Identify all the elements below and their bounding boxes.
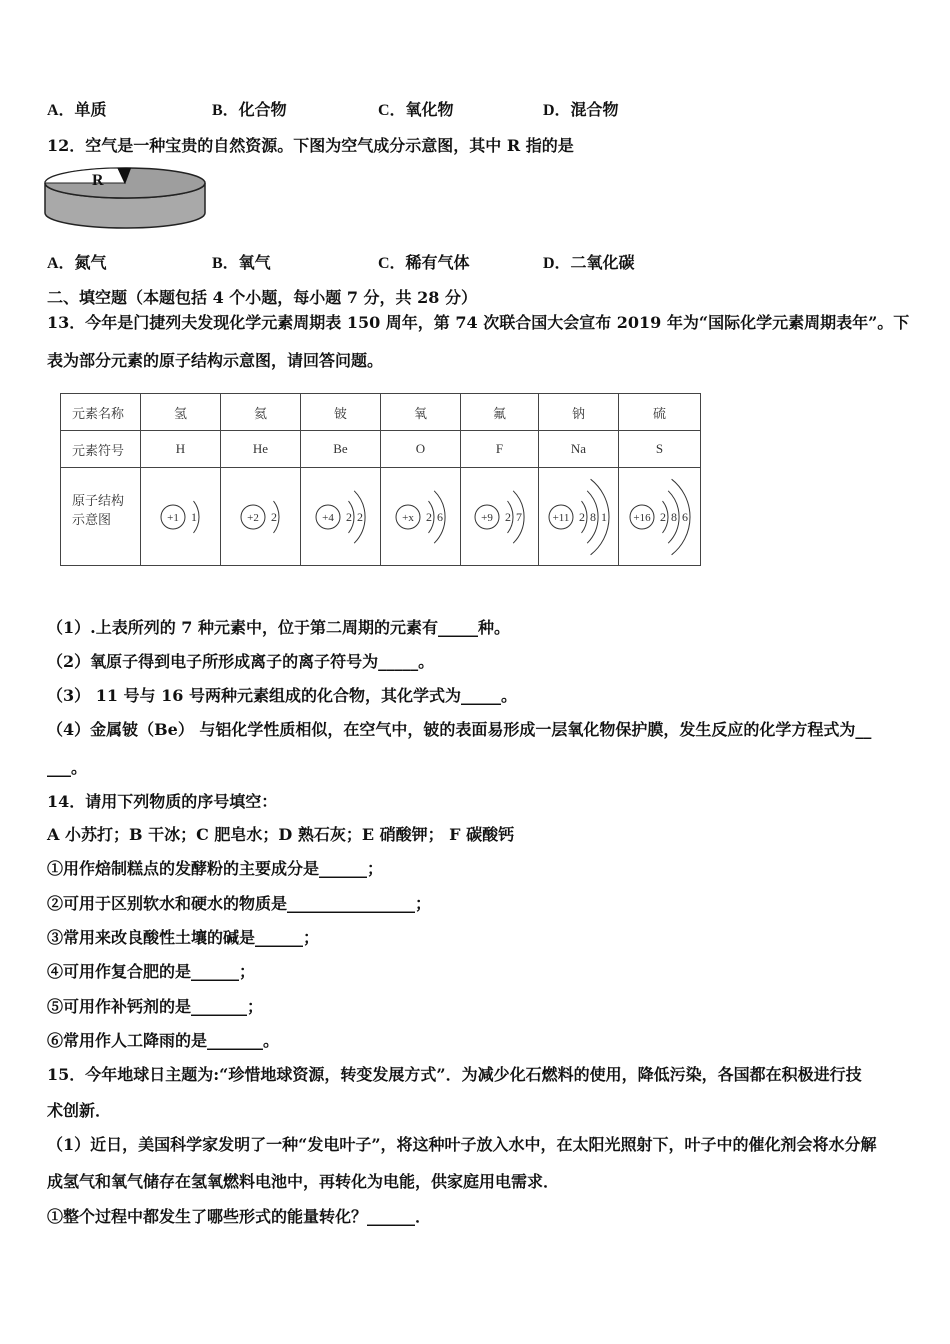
atom-diagram-cell [461,468,539,566]
element-structure-table [60,393,701,566]
q15-sub-1-line-1: （1）近日，美国科学家发明了一种“发电叶子”，将这种叶子放入水中，在太阳光照射下，叶子中的催化剂会将水分解 [47,1135,877,1154]
atom-diagram-cell [619,468,701,566]
element-name: 钠 [539,394,619,431]
q14-substance-list: A 小苏打；B 干冰；C 肥皂水；D 熟石灰；E 硝酸钾； F 碳酸钙 [47,825,515,844]
q15-sub-1-line-2: 成氢气和氧气储存在氢氧燃料电池中，再转化为电能，供家庭用电需求． [47,1172,560,1191]
table-row-symbols [61,431,701,468]
element-name: 氟 [461,394,539,431]
q13-sub-1: （1）.上表所列的 7 种元素中，位于第二周期的元素有_____种。 [47,618,510,637]
q13-stem-line-2: 表为部分元素的原子结构示意图，请回答问题。 [47,351,384,370]
electron-count: 7 [516,509,522,524]
table-row-diagrams [61,468,701,566]
electron-count: 2 [578,509,585,524]
q11-option-a: A．单质 [47,102,107,119]
atom-diagram-sodium [540,469,618,565]
q11-option-c: C．氧化物 [378,102,454,119]
q12-stem: 12．空气是一种宝贵的自然资源。下图为空气成分示意图，其中 R 指的是 [47,136,574,155]
element-name: 硫 [619,394,701,431]
atom-diagram-cell [381,468,461,566]
element-symbol: H [141,431,221,468]
row-label-line-1: 原子结构 [72,493,125,509]
element-name: 氢 [141,394,221,431]
q13-sub-3: （3） 11 号与 16 号两种元素组成的化合物，其化学式为_____。 [47,686,517,705]
q15-stem-line-2: 术创新． [47,1101,112,1120]
electron-count: 8 [589,509,596,524]
q11-option-d: D．混合物 [543,102,619,119]
electron-count: 6 [681,509,688,524]
electron-count: 2 [356,509,363,524]
q12-option-c: C．稀有气体 [378,255,470,272]
q15-sub-1-item-1: ①整个过程中都发生了哪些形式的能量转化？______． [47,1207,432,1226]
atom-diagram-cell [301,468,381,566]
q14-item-6: ⑥常用作人工降雨的是_______。 [47,1031,280,1050]
electron-count: 1 [190,509,197,524]
row-label-element-name: 元素名称 [61,394,141,431]
q14-item-1: ①用作焙制糕点的发酵粉的主要成分是______； [47,859,384,878]
electron-count: 2 [270,509,277,524]
row-label-element-symbol: 元素符号 [61,431,141,468]
electron-count: 2 [659,509,666,524]
q14-item-3: ③常用来改良酸性土壤的碱是______； [47,928,320,947]
section-heading: 二、填空题（本题包括 4 个小题，每小题 7 分，共 28 分） [47,288,477,307]
electron-count: 2 [505,509,511,524]
q12-option-b: B．氧气 [212,255,271,272]
q13-sub-2: （2）氧原子得到电子所形成离子的离子符号为_____。 [47,652,435,671]
q13-sub-4: （4）金属铍（Be） 与铝化学性质相似，在空气中，铍的表面易形成一层氧化物保护膜，发生反应的化学方程式为__ [47,720,872,739]
electron-count: 2 [345,509,352,524]
nucleus-charge: +16 [632,511,651,524]
atom-diagram-cell [539,468,619,566]
q14-item-5: ⑤可用作补钙剂的是_______； [47,997,264,1016]
nucleus-charge: +1 [166,511,179,524]
atom-diagram-helium [222,469,300,565]
pie-label-r: R [92,172,104,189]
q14-item-4: ④可用作复合肥的是______； [47,962,256,981]
nucleus-charge: +9 [481,511,493,524]
q14-item-2: ②可用于区别软水和硬水的物质是________________； [47,894,432,913]
atom-diagram-sulfur [621,469,699,565]
electron-count: 8 [670,509,677,524]
element-name: 铍 [301,394,381,431]
nucleus-charge: +2 [246,511,259,524]
element-symbol: O [381,431,461,468]
row-label-atom-diagram [61,468,141,566]
element-symbol: S [619,431,701,468]
element-name: 氧 [381,394,461,431]
q12-option-d: D．二氧化碳 [543,255,635,272]
nucleus-charge: +11 [552,511,569,524]
atom-diagram-cell [141,468,221,566]
row-label-line-2: 示意图 [72,512,112,528]
table-row-names [61,394,701,431]
element-symbol: F [461,431,539,468]
element-name: 氦 [221,394,301,431]
electron-count: 6 [436,509,443,524]
q11-option-b: B．化合物 [212,102,287,119]
atom-diagram-cell [221,468,301,566]
atom-diagram-beryllium [302,469,380,565]
q13-stem-line-1: 13．今年是门捷列夫发现化学元素周期表 150 周年，第 74 次联合国大会宣布 2019 年为“国际化学元素周期表年”。下 [47,313,910,332]
nucleus-charge: +x [401,511,414,524]
element-symbol: Be [301,431,381,468]
air-composition-pie-figure [40,160,215,232]
q15-stem-line-1: 15．今年地球日主题为:“珍惜地球资源，转变发展方式”．为减少化石燃料的使用，降低污染，各国都在积极进行技 [47,1065,862,1084]
q13-sub-4-continuation: ___。 [47,758,88,777]
electron-count: 1 [600,509,607,524]
electron-count: 2 [425,509,432,524]
atom-diagram-oxygen [382,469,460,565]
q14-stem: 14．请用下列物质的序号填空： [47,792,278,811]
atom-diagram-hydrogen [142,469,220,565]
element-symbol: He [221,431,301,468]
pie-sector-r [45,168,125,183]
atom-diagram-fluorine [461,469,539,565]
q12-option-a: A．氮气 [47,255,107,272]
element-symbol: Na [539,431,619,468]
nucleus-charge: +4 [321,511,334,524]
